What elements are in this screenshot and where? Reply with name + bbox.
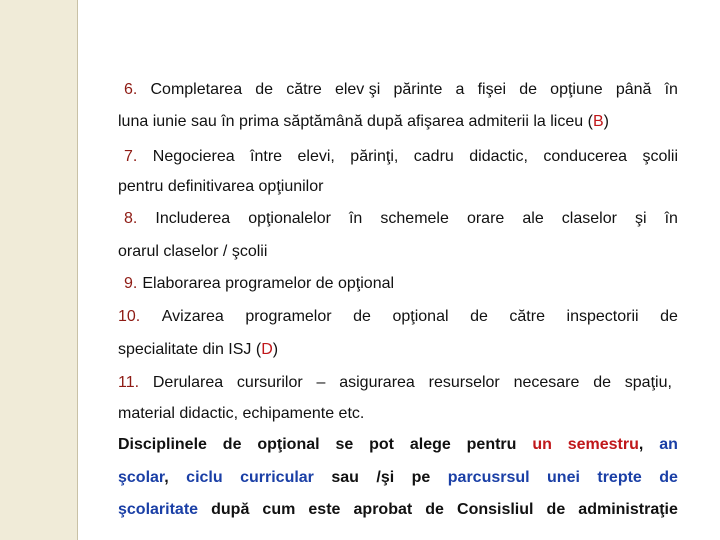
- option-tag-d: D: [261, 341, 273, 358]
- highlight-blue-word: an: [659, 436, 678, 453]
- word: între: [250, 148, 283, 165]
- word: Disciplinele: [118, 436, 207, 453]
- word: după: [211, 501, 250, 518]
- closing-paren: ): [603, 113, 609, 130]
- highlight-blue-word: curricular: [240, 469, 314, 486]
- word: părinte: [393, 81, 443, 98]
- word: necesare: [513, 374, 580, 391]
- item-8-line-2: [118, 241, 678, 263]
- word: de: [255, 81, 274, 98]
- word: cadru: [413, 148, 454, 165]
- word: elevi,: [297, 148, 335, 165]
- highlight-blue-word: trepte: [597, 469, 642, 486]
- word: de: [425, 501, 444, 518]
- footer-line-3: [118, 499, 678, 521]
- word: Includerea: [155, 210, 231, 227]
- word: de: [222, 436, 242, 453]
- word: opţional: [392, 308, 449, 325]
- footer-line-2: [118, 467, 678, 489]
- word: şi: [634, 210, 647, 227]
- highlight-blue-word: de: [659, 469, 678, 486]
- item-6-line-1: [124, 79, 678, 101]
- word: de: [660, 308, 678, 325]
- side-decor-strip: [0, 0, 78, 540]
- comma: ,: [638, 436, 644, 453]
- highlight-red-word: semestru: [567, 436, 639, 453]
- word: în: [348, 210, 363, 227]
- word: sau: [331, 469, 359, 486]
- word: programelor: [245, 308, 332, 325]
- word: schemele: [380, 210, 449, 227]
- word: inspectorii: [566, 308, 639, 325]
- word: alege: [409, 436, 451, 453]
- item-6-line-2: [118, 111, 678, 133]
- word: elev şi: [334, 81, 381, 98]
- footer-line-1: [118, 434, 678, 456]
- word: cursurilor: [236, 374, 303, 391]
- item-8-line-2-text: orarul claselor / şcolii: [118, 243, 268, 260]
- word: este: [308, 501, 341, 518]
- item-number: 6.: [124, 81, 138, 98]
- closing-paren: ): [272, 341, 279, 358]
- word: resurselor: [428, 374, 500, 391]
- item-11-line-2: [118, 403, 678, 425]
- item-10-line-2-text: specialitate din ISJ (: [118, 341, 262, 358]
- word: până: [615, 81, 652, 98]
- word: de: [519, 81, 538, 98]
- highlight-blue-word: ciclu: [186, 469, 223, 486]
- word: opţiune: [550, 81, 603, 98]
- item-10-line-1: [118, 306, 678, 328]
- word: pe: [411, 469, 431, 486]
- item-7-line-1: [124, 146, 678, 168]
- item-8-line-1: [124, 208, 678, 230]
- word: în: [664, 81, 678, 98]
- item-10-line-2: [118, 339, 678, 361]
- word: ale: [522, 210, 544, 227]
- word: claselor: [561, 210, 617, 227]
- word: Derularea: [152, 374, 224, 391]
- highlight-blue-word: parcusrsul: [447, 469, 530, 486]
- word: conducerea: [543, 148, 627, 165]
- item-number: 10.: [118, 308, 141, 325]
- highlight-blue-word: şcolar: [118, 469, 165, 486]
- item-number: 8.: [124, 210, 138, 227]
- word: –: [316, 374, 326, 391]
- word: Negocierea: [152, 148, 235, 165]
- word: opţional: [257, 436, 320, 453]
- word: cum: [262, 501, 296, 518]
- highlight-blue-word: şcolaritate: [118, 501, 199, 518]
- word: opţionalelor: [248, 210, 331, 227]
- word: către: [509, 308, 545, 325]
- word: pot: [369, 436, 394, 453]
- item-11-line-2-text: material didactic, echipamente etc.: [118, 405, 365, 422]
- highlight-red-word: un: [532, 436, 552, 453]
- comma: ,: [164, 469, 169, 486]
- word: Completarea: [150, 81, 243, 98]
- word: Avizarea: [161, 308, 224, 325]
- word: de: [546, 501, 566, 518]
- word: de: [593, 374, 611, 391]
- word: părinţi,: [350, 148, 399, 165]
- word: a: [455, 81, 465, 98]
- word: fişei: [477, 81, 507, 98]
- word: pentru: [466, 436, 517, 453]
- word: de: [353, 308, 371, 325]
- word: de: [470, 308, 488, 325]
- item-7-line-2-text: pentru definitivarea opţiunilor: [118, 178, 324, 195]
- item-9-number: 9.: [124, 275, 138, 292]
- word: în: [664, 210, 678, 227]
- word: către: [286, 81, 322, 98]
- word: didactic,: [469, 148, 528, 165]
- highlight-blue-word: unei: [547, 469, 580, 486]
- word: /şi: [376, 469, 395, 486]
- word: Consisliul: [457, 501, 534, 518]
- item-9-line-1: [124, 273, 684, 295]
- option-tag-b: B: [592, 113, 604, 130]
- word: orare: [466, 210, 505, 227]
- word: se: [335, 436, 354, 453]
- word: administraţie: [578, 501, 678, 518]
- word: aprobat: [353, 501, 413, 518]
- item-number: 11.: [118, 374, 140, 391]
- word: asigurarea: [339, 374, 415, 391]
- word: şcolii: [642, 148, 678, 165]
- word: spaţiu,: [624, 374, 672, 391]
- item-6-line-2-text: luna iunie sau în prima săptămână după afişarea admiterii la liceu (: [118, 113, 593, 130]
- item-7-line-2: [118, 176, 678, 198]
- item-number: 7.: [124, 148, 138, 165]
- item-11-line-1: [118, 372, 672, 394]
- item-9-text: Elaborarea programelor de opţional: [142, 275, 395, 292]
